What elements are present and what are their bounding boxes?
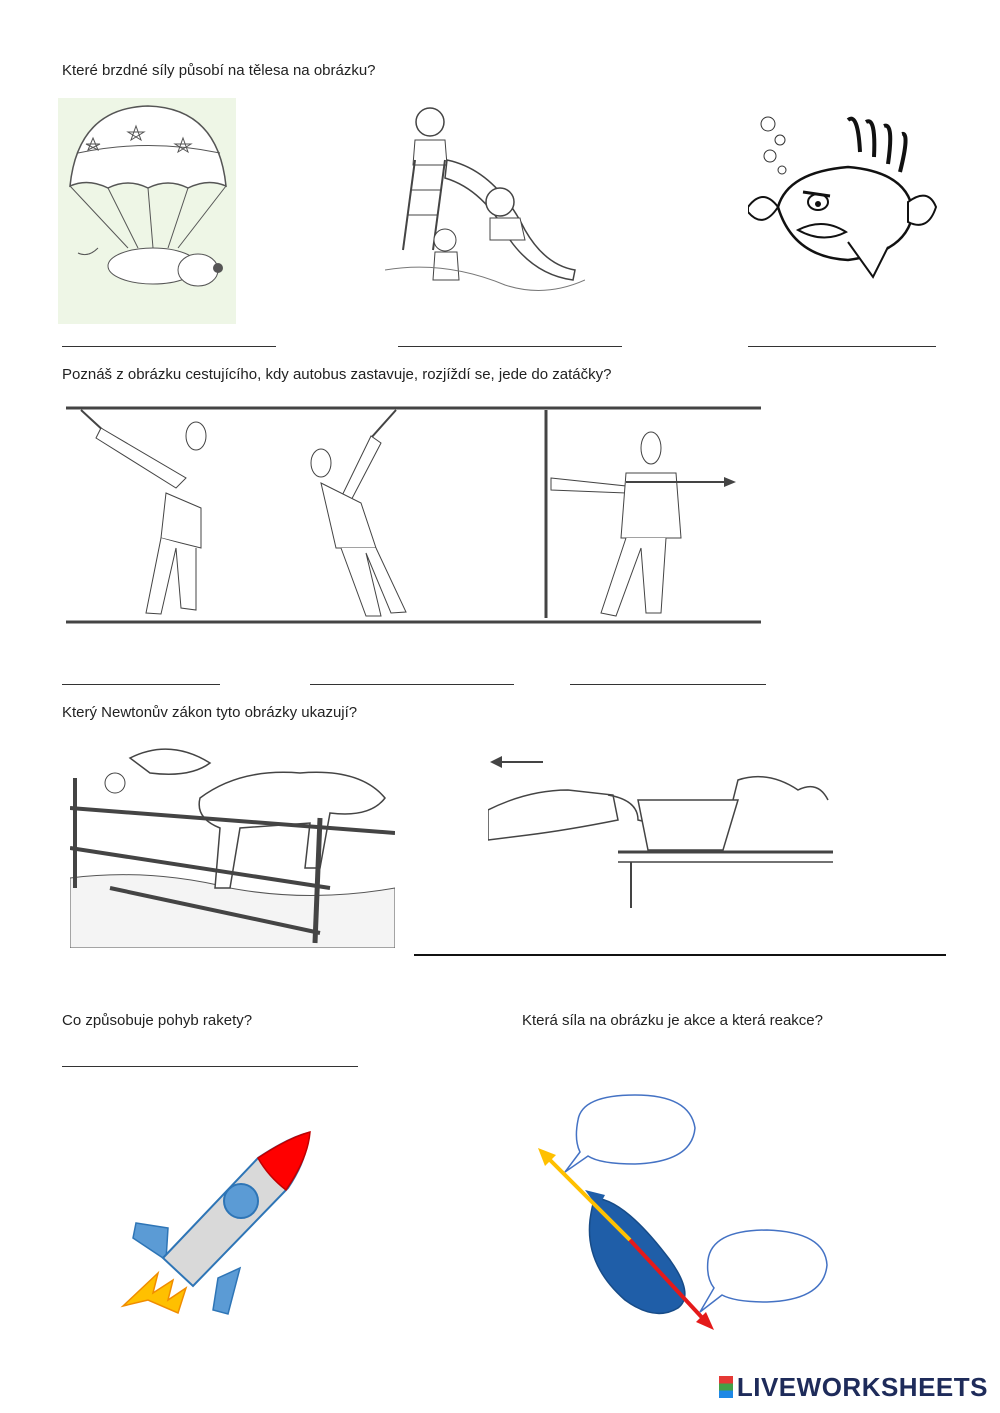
- question-5: Která síla na obrázku je akce a která reakce?: [522, 1012, 823, 1029]
- logo-icon: [719, 1376, 733, 1398]
- answer-1c-field[interactable]: [748, 328, 936, 347]
- answer-1b-field[interactable]: [398, 328, 622, 347]
- slide-children-illustration: [385, 100, 585, 305]
- answer-3-field[interactable]: [414, 936, 946, 956]
- reaction-bubble-field[interactable]: [718, 1250, 822, 1282]
- answer-4-field[interactable]: [62, 1048, 358, 1067]
- question-2: Poznáš z obrázku cestujícího, kdy autobus zastavuje, rozjíždí se, jede do zatáčky?: [62, 366, 612, 383]
- tablecloth-pull-illustration: [488, 740, 833, 910]
- fish-illustration: [748, 112, 938, 282]
- question-1: Které brzdné síly působí na tělesa na obrázku?: [62, 62, 376, 79]
- logo-text: LIVEWORKSHEETS: [736, 1372, 988, 1402]
- answer-2b-field[interactable]: [310, 666, 514, 685]
- answer-2c-field[interactable]: [570, 666, 766, 685]
- question-4: Co způsobuje pohyb rakety?: [62, 1012, 253, 1029]
- answer-2a-field[interactable]: [62, 666, 220, 685]
- bus-passengers-illustration: [66, 398, 766, 630]
- question-3: Který Newtonův zákon tyto obrázky ukazují?: [62, 704, 358, 721]
- parachute-dog-illustration: [58, 98, 236, 324]
- horse-rider-fence-illustration: [70, 738, 395, 948]
- liveworksheets-logo: [719, 1372, 988, 1403]
- answer-1a-field[interactable]: [62, 328, 276, 347]
- rocket-illustration: [118, 1128, 323, 1318]
- action-bubble-field[interactable]: [588, 1118, 692, 1150]
